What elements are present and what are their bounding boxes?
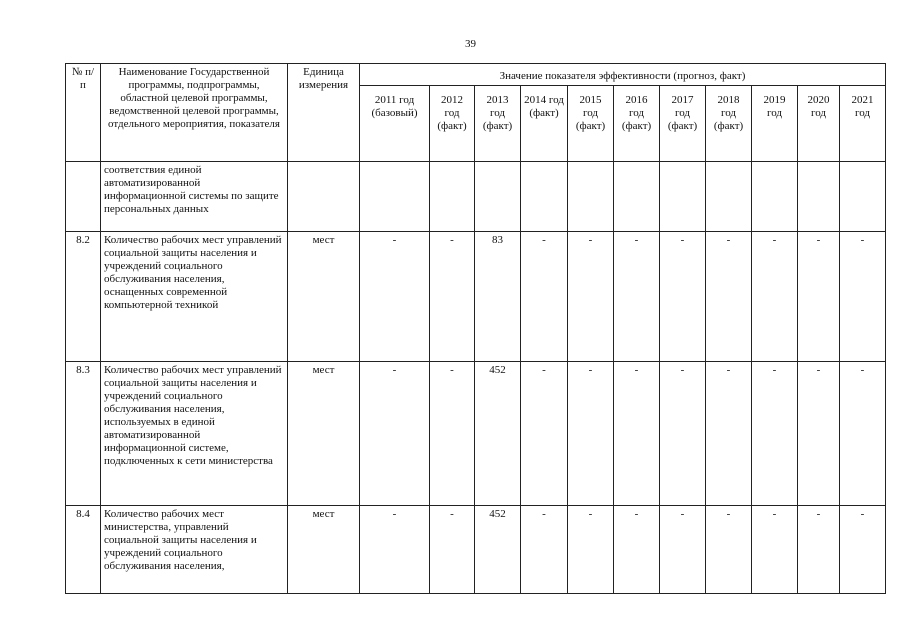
header-year-1: 2012 год (факт) [430,86,475,162]
indicators-table [65,63,886,594]
row-value-0 [360,162,430,232]
row-value-5: - [614,506,660,594]
row-name: Количество рабочих мест управлений социальной защиты населения и учреждений социального обслуживания населения, используемых в единой автоматизированной информационной системе, подключенных к сети министерства [101,362,288,506]
row-value-4: - [568,232,614,362]
row-value-9 [798,162,840,232]
row-value-2: 452 [475,506,521,594]
row-value-8: - [752,506,798,594]
row-name: соответствия единой автоматизированной информационной системы по защите персональных данных [101,162,288,232]
row-name: Количество рабочих мест управлений социальной защиты населения и учреждений социального обслуживания населения, оснащенных современной компьютерной техникой [101,232,288,362]
row-value-10 [840,162,886,232]
header-year-6: 2017 год (факт) [660,86,706,162]
row-value-1: - [430,506,475,594]
row-value-3: - [521,232,568,362]
row-unit [288,162,360,232]
header-num: № п/п [66,64,101,162]
row-value-7: - [706,362,752,506]
table-row [66,362,886,506]
row-value-7 [706,162,752,232]
header-name: Наименование Государственной программы, подпрограммы, областной целевой программы, ведомственной целевой программы, отдельного мероприятия, показателя [101,64,288,162]
row-value-1: - [430,232,475,362]
row-value-2: 452 [475,362,521,506]
row-value-10: - [840,362,886,506]
row-value-10: - [840,232,886,362]
row-value-7: - [706,506,752,594]
row-unit: мест [288,362,360,506]
row-value-5 [614,162,660,232]
header-year-5: 2016 год (факт) [614,86,660,162]
row-value-6 [660,162,706,232]
row-value-6: - [660,506,706,594]
row-value-9: - [798,362,840,506]
header-year-7: 2018 год (факт) [706,86,752,162]
table-row [66,162,886,232]
header-year-2: 2013 год (факт) [475,86,521,162]
row-value-2 [475,162,521,232]
row-value-5: - [614,232,660,362]
row-value-0: - [360,232,430,362]
row-num: 8.2 [66,232,101,362]
row-value-2: 83 [475,232,521,362]
row-num: 8.3 [66,362,101,506]
header-values-title: Значение показателя эффективности (прогноз, факт) [360,64,886,86]
row-value-7: - [706,232,752,362]
header-year-4: 2015 год (факт) [568,86,614,162]
header-year-3: 2014 год (факт) [521,86,568,162]
header-year-9: 2020 год [798,86,840,162]
header-unit: Единица измерения [288,64,360,162]
page-number: 39 [465,38,476,50]
row-name: Количество рабочих мест министерства, управлений социальной защиты населения и учреждений социального обслуживания населения, [101,506,288,594]
row-value-8: - [752,232,798,362]
row-value-4: - [568,506,614,594]
row-value-0: - [360,362,430,506]
row-unit: мест [288,506,360,594]
row-value-6: - [660,362,706,506]
row-value-4 [568,162,614,232]
row-value-8: - [752,362,798,506]
row-value-9: - [798,232,840,362]
row-num: 8.4 [66,506,101,594]
row-value-1 [430,162,475,232]
row-value-3: - [521,506,568,594]
header-year-0: 2011 год (базовый) [360,86,430,162]
row-value-9: - [798,506,840,594]
table-row [66,506,886,594]
row-value-3 [521,162,568,232]
row-value-5: - [614,362,660,506]
row-unit: мест [288,232,360,362]
row-value-6: - [660,232,706,362]
row-value-3: - [521,362,568,506]
header-year-10: 2021 год [840,86,886,162]
row-value-1: - [430,362,475,506]
row-value-10: - [840,506,886,594]
row-value-8 [752,162,798,232]
header-year-8: 2019 год [752,86,798,162]
table-row [66,232,886,362]
row-value-4: - [568,362,614,506]
row-value-0: - [360,506,430,594]
header-row-1 [66,64,886,86]
row-num [66,162,101,232]
